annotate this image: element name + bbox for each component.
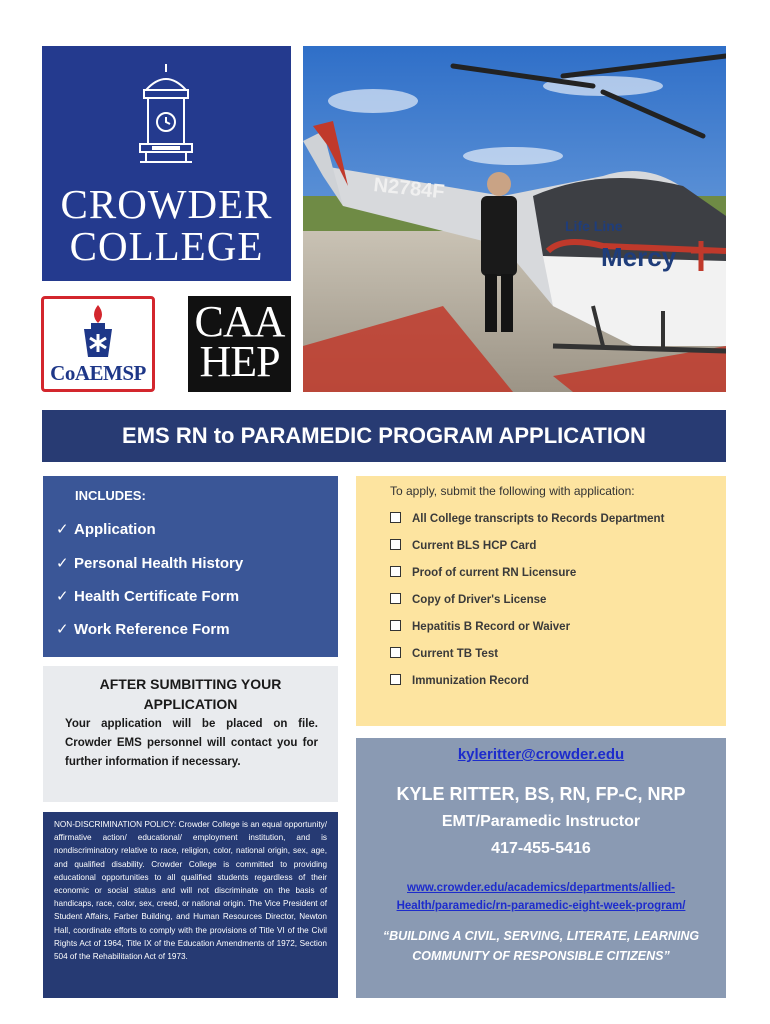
includes-item-label: Personal Health History (74, 555, 244, 572)
mercy-text: Mercy (601, 242, 677, 272)
tail-number: N2784F (372, 174, 446, 204)
coaemsp-label: CoAEMSP (50, 361, 146, 385)
nondiscrimination-policy: NON-DISCRIMINATION POLICY: Crowder College is an equal opportunity/ affirmative action/ educational/ employment institution, and is nondiscriminatory relative to race, religion, color, national origin, sex, age, and qualified disability. Crowder College is committed to providing educational opportunities to all qualified students regardless of their economic or social status and will not discriminate on the basis of handicaps, race, color, sex, creed, or national origin. The Vice President of Student Affairs, Farber Building, and Human Resources Director, Newton Hall, coordinate efforts to comply with the provisions of Title VI of the Civil Rights Act of 1964, Title IX of the Education Amendments of 1972, Section 504 of the Rehabilitation Act of 1973. (43, 812, 338, 998)
apply-item (390, 674, 529, 687)
checkmark-icon: ✓ (56, 621, 69, 638)
contact-role: EMT/Paramedic Instructor (441, 813, 641, 830)
program-url-link[interactable]: www.crowder.edu/academics/departments/allied-Health/paramedic/rn-paramedic-eight-week-program/ (396, 882, 686, 912)
checkbox-icon[interactable] (390, 620, 401, 631)
checkbox-icon[interactable] (390, 566, 401, 577)
apply-requirements-panel (356, 476, 726, 726)
checkbox-icon[interactable] (390, 539, 401, 550)
crowder-college-logo (42, 46, 291, 281)
college-name (42, 183, 291, 267)
lifeline-text: Life Line (565, 218, 623, 234)
contact-panel (356, 738, 726, 998)
college-name-line1: CROWDER (60, 181, 273, 227)
clock-tower-icon (42, 46, 291, 186)
apply-item (390, 593, 546, 606)
torch-star-of-life-icon (44, 301, 152, 363)
checkbox-icon[interactable] (390, 593, 401, 604)
apply-item (390, 512, 664, 525)
page-title: EMS RN to PARAMEDIC PROGRAM APPLICATION (42, 410, 726, 462)
checkmark-icon: ✓ (56, 521, 69, 538)
caahep-line2: HEP (199, 337, 280, 386)
checkmark-icon: ✓ (56, 588, 69, 605)
includes-item-label: Work Reference Form (74, 621, 230, 638)
apply-item-label: Immunization Record (412, 675, 529, 687)
apply-item-label: Current BLS HCP Card (412, 540, 537, 552)
includes-item-label: Health Certificate Form (74, 588, 240, 605)
apply-item-label: Current TB Test (412, 648, 499, 660)
college-motto: “BUILDING A CIVIL, SERVING, LITERATE, LEARNING COMMUNITY OF RESPONSIBLE CITIZENS” (382, 929, 700, 963)
after-body: Your application will be placed on file. Crowder EMS personnel will contact you for further information if necessary. (65, 718, 318, 768)
after-submitting-panel (43, 666, 338, 802)
contact-email-link[interactable]: kyleritter@crowder.edu (457, 746, 625, 763)
apply-item (390, 566, 576, 579)
includes-item-label: Application (74, 521, 156, 538)
contact-name: KYLE RITTER, BS, RN, FP-C, NRP (396, 784, 686, 804)
helicopter-photo (303, 46, 726, 392)
apply-item (390, 620, 570, 633)
checkbox-icon[interactable] (390, 512, 401, 523)
after-heading: AFTER SUMBITTING YOUR APPLICATION (99, 676, 282, 712)
apply-item (390, 539, 536, 552)
caahep-line1: CAA (194, 297, 285, 346)
includes-item (56, 520, 156, 538)
checkmark-icon: ✓ (56, 555, 69, 572)
includes-item (56, 554, 243, 572)
apply-item (390, 647, 498, 660)
apply-item-label: All College transcripts to Records Department (412, 513, 665, 525)
coaemsp-logo (41, 296, 155, 392)
apply-item-label: Copy of Driver's License (412, 594, 547, 606)
contact-phone: 417-455-5416 (491, 840, 591, 857)
includes-panel (43, 476, 338, 657)
apply-heading: To apply, submit the following with application: (390, 484, 635, 498)
college-name-line2: COLLEGE (69, 223, 264, 269)
includes-item (56, 587, 239, 605)
apply-item-label: Hepatitis B Record or Waiver (412, 621, 571, 633)
checkbox-icon[interactable] (390, 674, 401, 685)
checkbox-icon[interactable] (390, 647, 401, 658)
includes-item (56, 620, 230, 638)
includes-heading: INCLUDES: (75, 488, 146, 503)
apply-item-label: Proof of current RN Licensure (412, 567, 577, 579)
caahep-logo (188, 296, 291, 392)
